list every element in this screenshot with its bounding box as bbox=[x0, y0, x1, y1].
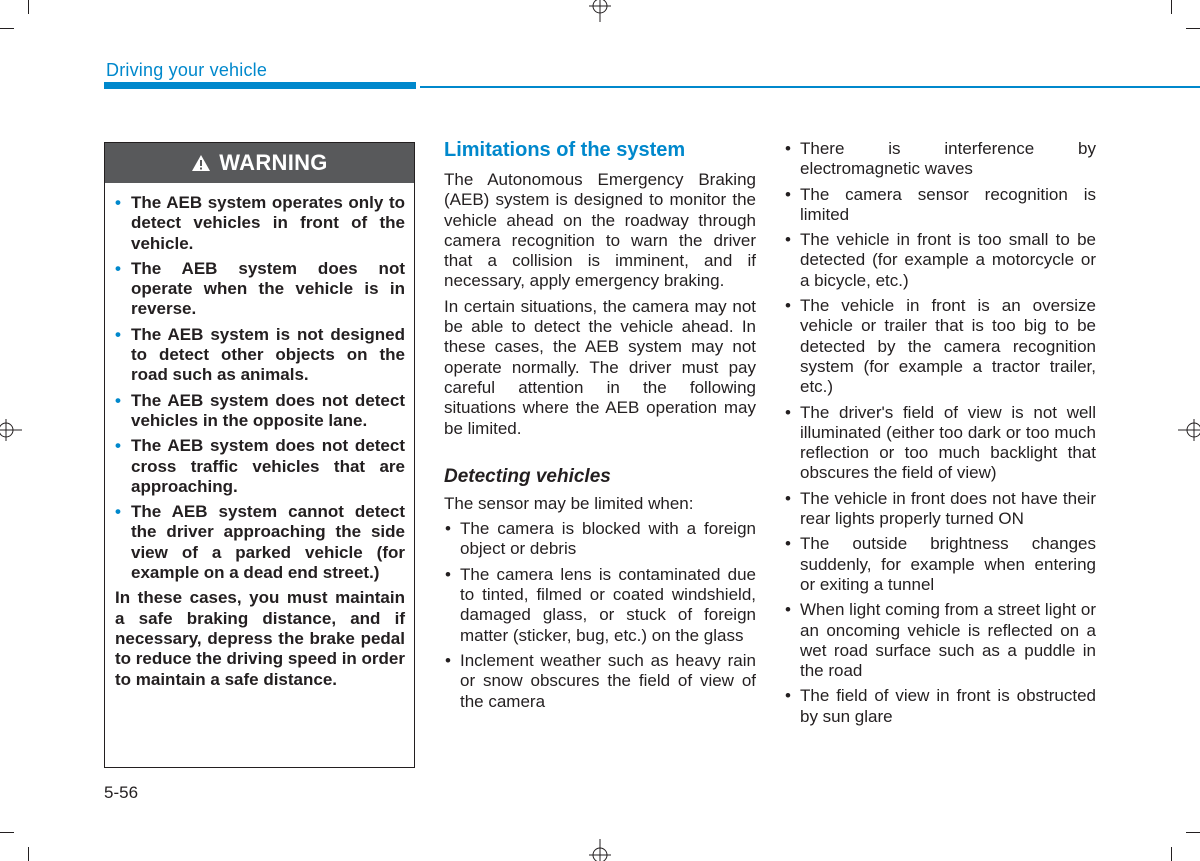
crop-mark bbox=[1171, 847, 1172, 861]
registration-mark-icon bbox=[589, 0, 611, 22]
warning-box bbox=[104, 142, 415, 768]
list-item: • The vehicle in front is too small to be detected (for example a motorcycle or a bicycle, etc.) bbox=[785, 230, 1096, 290]
bullet-icon: • bbox=[785, 488, 791, 508]
limitations-column bbox=[444, 138, 756, 717]
limitations-paragraph: In certain situations, the camera may not be able to detect the vehicle ahead. In these cases, the AEB system may not operate normally. The driver must pay careful attention in the following situations where the AEB operation may be limited. bbox=[444, 296, 756, 438]
header-bar bbox=[104, 82, 416, 89]
bullet-icon: • bbox=[445, 519, 451, 539]
conditions-column bbox=[784, 139, 1096, 732]
list-item: • The camera sensor recognition is limited bbox=[785, 184, 1096, 224]
limitations-paragraph: The Autonomous Emergency Braking (AEB) system is designed to monitor the vehicle ahead on the roadway through camera recognition to warn the driver that a collision is imminent, and if necessary, apply emergency braking. bbox=[444, 170, 756, 291]
bullet-icon: • bbox=[115, 324, 121, 344]
detecting-heading: Detecting vehicles bbox=[444, 465, 611, 487]
bullet-icon: • bbox=[785, 184, 791, 204]
warning-header bbox=[105, 143, 414, 183]
detecting-intro: The sensor may be limited when: bbox=[444, 493, 694, 513]
bullet-icon: • bbox=[785, 139, 791, 158]
list-item: • There is interference by electromagnetic waves bbox=[785, 139, 1096, 179]
bullet-icon: • bbox=[785, 600, 791, 620]
warning-item: • The AEB system is not designed to detect other objects on the road such as animals. bbox=[115, 324, 405, 385]
bullet-icon: • bbox=[785, 686, 791, 706]
warning-item: • The AEB system cannot detect the driver approaching the side view of a parked vehicle (for example on a dead end street.) bbox=[115, 502, 405, 583]
bullet-icon: • bbox=[115, 258, 121, 278]
registration-mark-icon bbox=[589, 839, 611, 861]
warning-item: • The AEB system operates only to detect vehicles in front of the vehicle. bbox=[115, 193, 405, 253]
bullet-icon: • bbox=[115, 436, 121, 456]
list-item: • The outside brightness changes suddenly, for example when entering or exiting a tunnel bbox=[785, 534, 1096, 594]
bullet-icon: • bbox=[785, 402, 791, 422]
list-item: • The camera lens is contaminated due to tinted, filmed or coated windshield, damaged glass, or stuck of foreign matter (sticker, bug, etc.) on the glass bbox=[445, 564, 756, 645]
crop-mark bbox=[28, 0, 29, 14]
bullet-icon: • bbox=[785, 534, 791, 554]
warning-item: • The AEB system does not detect vehicles in the opposite lane. bbox=[115, 390, 405, 430]
registration-mark-icon bbox=[0, 419, 22, 441]
bullet-icon: • bbox=[445, 564, 451, 584]
bullet-icon: • bbox=[445, 650, 451, 670]
warning-list bbox=[115, 193, 405, 583]
warning-item: • The AEB system does not operate when the vehicle is in reverse. bbox=[115, 258, 405, 319]
crop-mark bbox=[1186, 28, 1200, 29]
list-item: • Inclement weather such as heavy rain or snow obscures the field of view of the camera bbox=[445, 650, 756, 711]
limitations-heading: Limitations of the system bbox=[444, 139, 686, 161]
detecting-list bbox=[444, 519, 756, 712]
bullet-icon: • bbox=[785, 230, 791, 250]
header-rule bbox=[420, 86, 1200, 88]
list-item: • The driver's field of view is not well illuminated (either too dark or too much reflection or too much backlight that obscures the field of view) bbox=[785, 402, 1096, 483]
crop-mark bbox=[0, 28, 14, 29]
warning-item: • The AEB system does not detect cross traffic vehicles that are approaching. bbox=[115, 436, 405, 496]
crop-mark bbox=[1171, 0, 1172, 14]
bullet-icon: • bbox=[785, 296, 791, 316]
crop-mark bbox=[0, 832, 14, 833]
section-title: Driving your vehicle bbox=[106, 60, 268, 80]
bullet-icon: • bbox=[115, 502, 121, 522]
warning-triangle-icon bbox=[191, 154, 211, 172]
list-item: • The camera is blocked with a foreign object or debris bbox=[445, 519, 756, 559]
list-item: • The field of view in front is obstructed by sun glare bbox=[785, 686, 1096, 726]
list-item: • When light coming from a street light or an oncoming vehicle is reflected on a wet road surface such as a puddle in the road bbox=[785, 600, 1096, 681]
bullet-icon: • bbox=[115, 193, 121, 212]
registration-mark-icon bbox=[1178, 419, 1200, 441]
warning-closing: In these cases, you must maintain a safe braking distance, and if necessary, depress the brake pedal to reduce the driving speed in order to maintain a safe distance. bbox=[115, 588, 405, 689]
page-number: 5-56 bbox=[104, 783, 139, 802]
conditions-list bbox=[784, 139, 1096, 727]
list-item: • The vehicle in front does not have their rear lights properly turned ON bbox=[785, 488, 1096, 529]
bullet-icon: • bbox=[115, 390, 121, 410]
warning-title: WARNING bbox=[219, 150, 328, 175]
crop-mark bbox=[28, 847, 29, 861]
crop-mark bbox=[1186, 832, 1200, 833]
list-item: • The vehicle in front is an oversize vehicle or trailer that is too big to be detected by the camera recognition system (for example a tractor trailer, etc.) bbox=[785, 296, 1096, 397]
